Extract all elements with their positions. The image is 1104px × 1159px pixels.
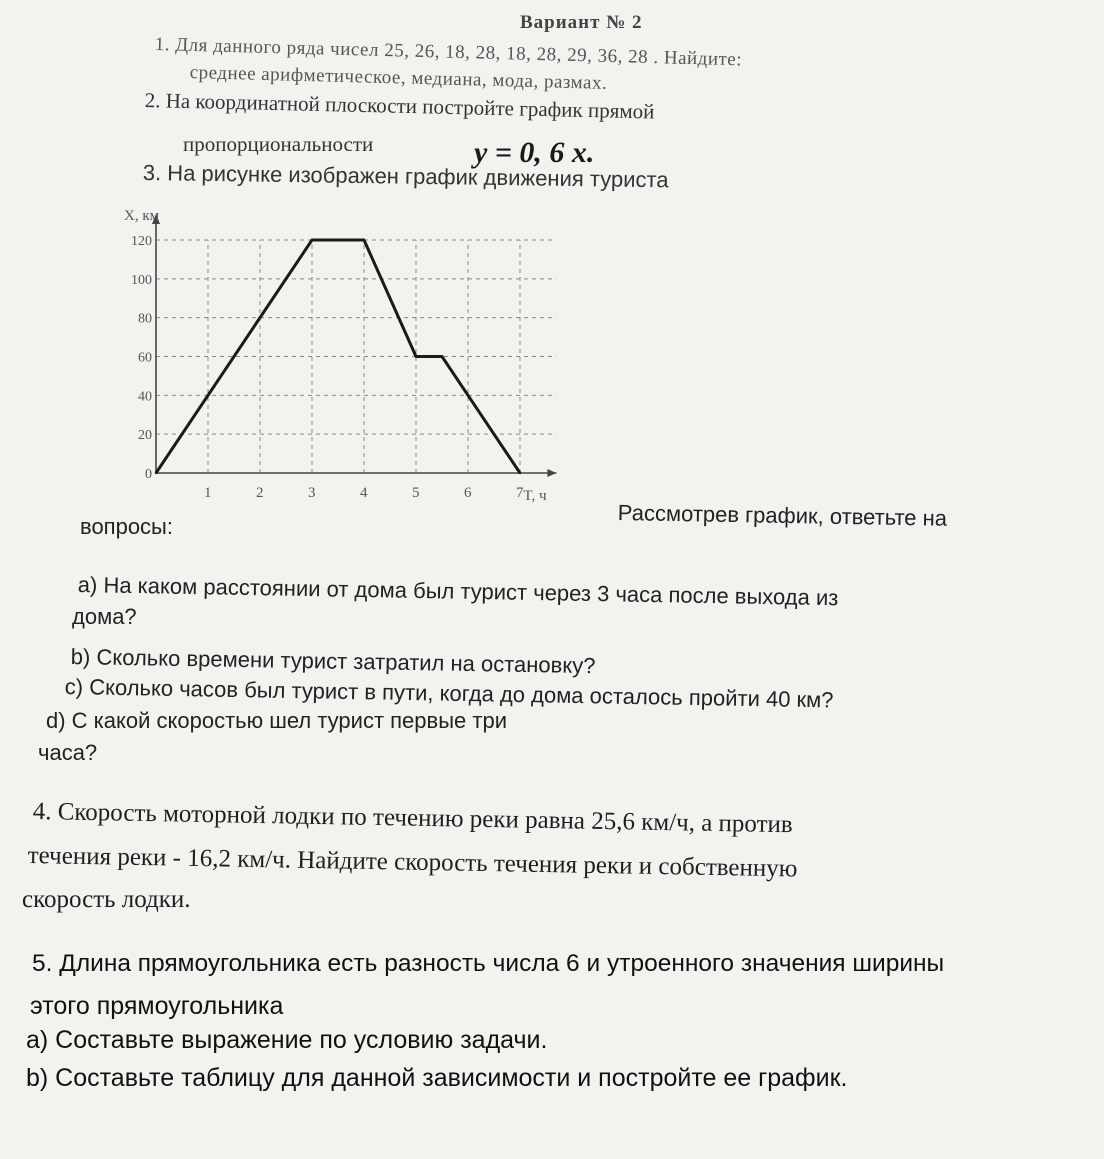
- data-point: [363, 239, 365, 241]
- question-d-line1: d) С какой скоростью шел турист первые три: [46, 708, 507, 733]
- task4-line3: скорость лодки.: [22, 886, 191, 913]
- x-tick-label: 3: [308, 485, 316, 501]
- y-tick-label: 80: [138, 311, 152, 327]
- chart-series: [155, 239, 521, 474]
- x-axis-label: T, ч: [523, 488, 547, 504]
- x-tick-label: 1: [204, 485, 212, 501]
- x-tick-label: 4: [360, 485, 368, 501]
- task4-line1: 4. Скорость моторной лодки по течению реки равна 25,6 км/ч, а против: [32, 798, 793, 839]
- data-point: [155, 472, 157, 474]
- task5-question-a: a) Составьте выражение по условию задачи.: [26, 1026, 548, 1054]
- question-a-line1: а) На каком расстоянии от дома был турист через 3 часа после выхода из: [77, 572, 839, 611]
- question-b: b) Сколько времени турист затратил на остановку?: [70, 644, 596, 679]
- y-axis-label: X, км: [124, 208, 160, 224]
- task2-formula: y = 0, 6 x.: [474, 136, 595, 169]
- task4-line2: течения реки - 16,2 км/ч. Найдите скорость течения реки и собственную: [27, 842, 798, 883]
- x-axis-arrow: [547, 469, 556, 477]
- y-tick-label: 40: [138, 389, 152, 405]
- x-tick-label: 7: [516, 485, 524, 501]
- x-tick-label: 5: [412, 485, 420, 501]
- question-d-line2: часа?: [38, 740, 98, 765]
- task1-line2: среднее арифметическое, медиана, мода, размах.: [189, 62, 608, 94]
- task3-answer-prompt: Рассмотрев график, ответьте на: [617, 500, 948, 531]
- y-tick-label: 60: [138, 350, 152, 366]
- task5-line2: этого прямоугольника: [30, 992, 284, 1020]
- y-tick-label: 100: [131, 272, 152, 288]
- tourist-chart: [100, 195, 615, 525]
- task2-line2: пропорциональности: [183, 132, 374, 156]
- y-tick-label: 20: [138, 428, 152, 444]
- question-c: с) Сколько часов был турист в пути, когда до дома осталось пройти 40 км?: [64, 674, 834, 713]
- data-point: [441, 355, 443, 357]
- task5-line1: 5. Длина прямоугольника есть разность числа 6 и утроенного значения ширины: [32, 950, 945, 977]
- x-tick-label: 2: [256, 485, 264, 501]
- task5-question-b: b) Составьте таблицу для данной зависимости и постройте ее график.: [26, 1064, 848, 1092]
- variant-title: Вариант № 2: [520, 12, 643, 33]
- tourist-movement-line: [156, 240, 520, 473]
- data-point: [415, 355, 417, 357]
- x-tick-label: 6: [464, 485, 472, 501]
- task1-line1: 1. Для данного ряда чисел 25, 26, 18, 28, 18, 28, 29, 36, 28 . Найдите:: [154, 34, 743, 71]
- y-tick-label: 0: [145, 467, 152, 482]
- task2-line1: 2. На координатной плоскости постройте график прямой: [144, 88, 655, 124]
- data-point: [519, 472, 521, 474]
- task3-intro: 3. На рисунке изображен график движения туриста: [142, 160, 669, 193]
- task3-questions-label: вопросы:: [80, 514, 173, 539]
- data-point: [311, 239, 313, 241]
- y-tick-label: 120: [131, 234, 152, 249]
- question-a-line2: дома?: [72, 604, 137, 629]
